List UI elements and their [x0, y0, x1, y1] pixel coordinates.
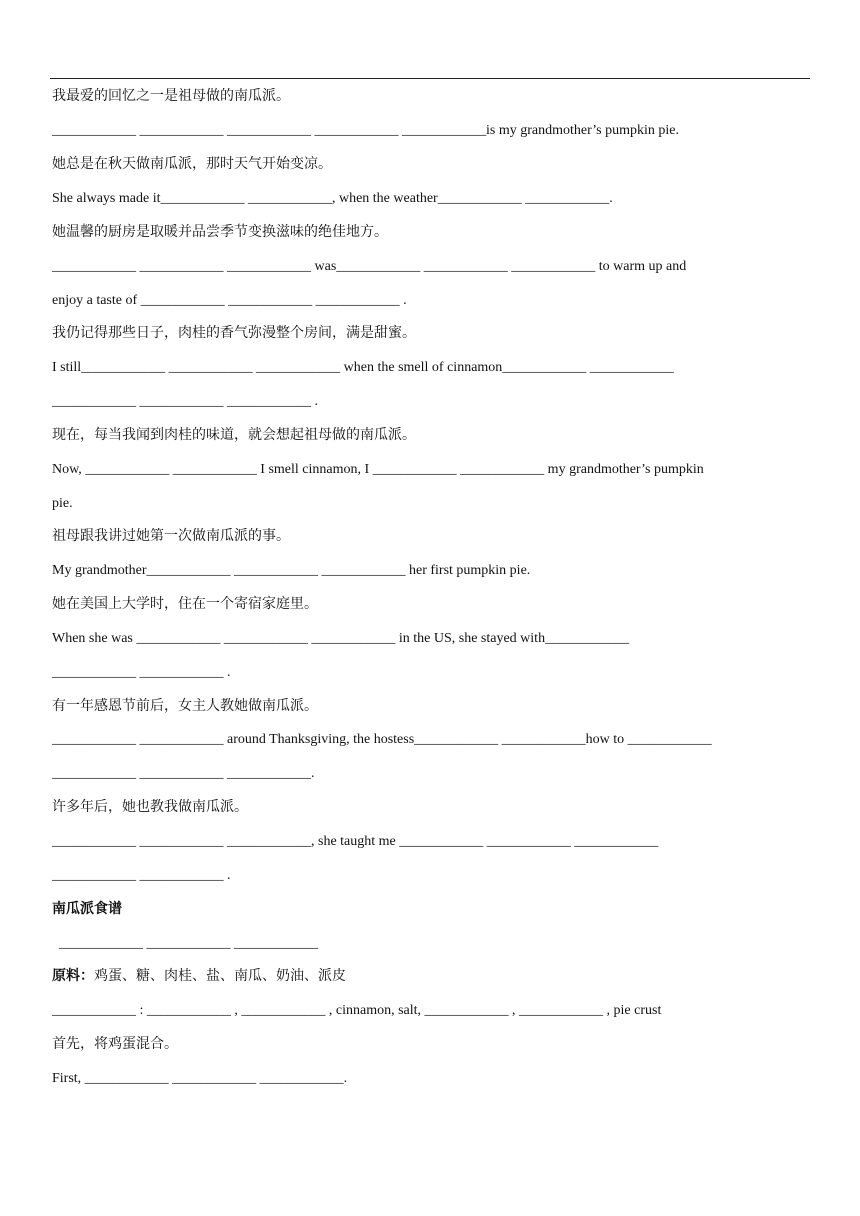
cn-line-2: 她总是在秋天做南瓜派，那时天气开始变凉。 — [52, 157, 332, 172]
en-line-1: ____________ ____________ ____________ ____________ ____________is my grandmother’s pumpkin pie. — [52, 123, 679, 138]
cn-step-1: 首先，将鸡蛋混合。 — [52, 1037, 178, 1052]
en-line-9a: ____________ ____________ ____________, she taught me ____________ ____________ ____________ — [52, 834, 659, 849]
en-line-8a: ____________ ____________ around Thanksgiving, the hostess____________ ____________how to ____________ — [52, 732, 712, 747]
en-line-4a: I still____________ ____________ ____________ when the smell of cinnamon____________ ____________ — [52, 360, 674, 375]
cn-line-1: 我最爱的回忆之一是祖母做的南瓜派。 — [52, 89, 290, 104]
en-step-1: First, ____________ ____________ ____________. — [52, 1071, 348, 1086]
ingredients-line — [52, 967, 840, 987]
en-line-7a: When she was ____________ ____________ ____________ in the US, she stayed with____________ — [52, 631, 630, 646]
cn-line-9: 许多年后，她也教我做南瓜派。 — [52, 800, 248, 815]
cn-line-3: 她温馨的厨房是取暖并品尝季节变换滋味的绝佳地方。 — [52, 225, 388, 240]
ingredients-list: 鸡蛋、糖、肉桂、盐、南瓜、奶油、派皮 — [94, 969, 346, 984]
en-line-5b: pie. — [52, 496, 73, 511]
cn-line-8: 有一年感恩节前后，女主人教她做南瓜派。 — [52, 699, 318, 714]
en-line-3b: enjoy a taste of ____________ ____________ ____________ . — [52, 293, 407, 308]
en-line-8b: ____________ ____________ ____________. — [52, 766, 315, 781]
cn-line-6: 祖母跟我讲过她第一次做南瓜派的事。 — [52, 529, 290, 544]
en-line-7b: ____________ ____________ . — [52, 665, 231, 680]
ingredients-label: 原料： — [52, 969, 94, 984]
en-line-2: She always made it____________ ____________, when the weather____________ ____________. — [52, 191, 613, 206]
header-rule — [50, 78, 810, 79]
en-line-6: My grandmother____________ ____________ ____________ her first pumpkin pie. — [52, 563, 531, 578]
recipe-heading: 南瓜派食谱 — [52, 902, 122, 917]
en-line-4b: ____________ ____________ ____________ . — [52, 394, 318, 409]
en-line-5a: Now, ____________ ____________ I smell cinnamon, I ____________ ____________ my grandmother’s pumpkin — [52, 462, 704, 477]
en-line-9b: ____________ ____________ . — [52, 868, 231, 883]
cn-line-5: 现在，每当我闻到肉桂的味道，就会想起祖母做的南瓜派。 — [52, 428, 416, 443]
ingredients-en-line: ____________ : ____________ , ____________ , cinnamon, salt, ____________ , ____________ , pie crust — [52, 1003, 662, 1018]
cn-line-7: 她在美国上大学时，住在一个寄宿家庭里。 — [52, 597, 318, 612]
cn-line-4: 我仍记得那些日子，肉桂的香气弥漫整个房间，满是甜蜜。 — [52, 326, 416, 341]
en-line-3a: ____________ ____________ ____________ was____________ ____________ ____________ to warm up and — [52, 259, 687, 274]
recipe-title-blanks: ____________ ____________ ____________ — [52, 936, 318, 951]
